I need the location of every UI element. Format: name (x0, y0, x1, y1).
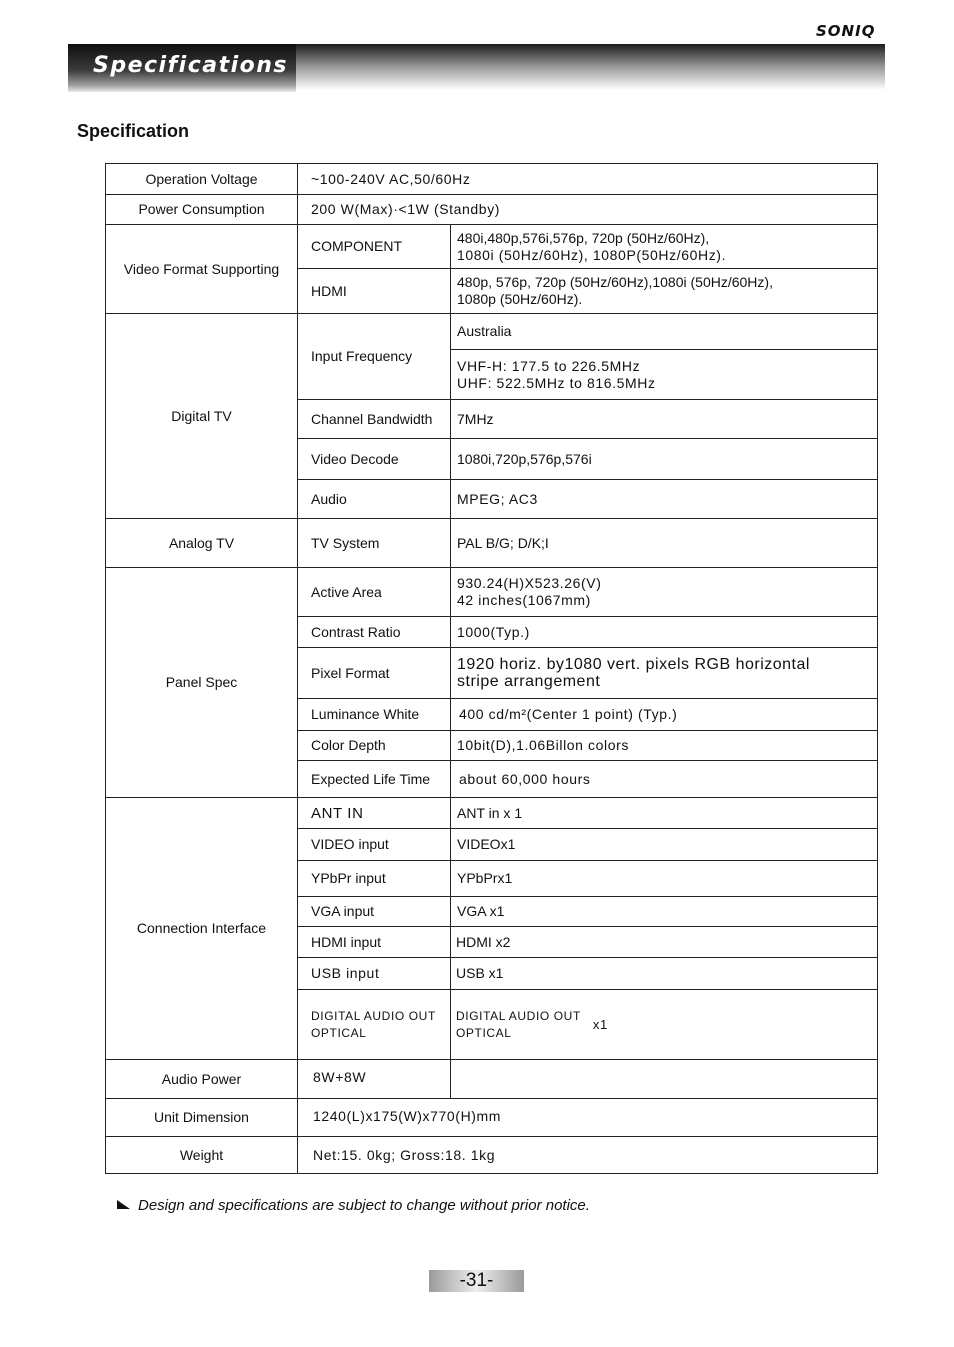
disclaimer-note (117, 1197, 590, 1214)
sub-label: HDMI (298, 269, 451, 314)
row-value: 200 W(Max)·<1W (Standby) (298, 195, 878, 225)
sub-label: Expected Life Time (298, 761, 451, 798)
spec-row-ant-in (106, 798, 878, 829)
spec-row-input-frequency (106, 314, 878, 350)
spec-row-weight (106, 1137, 878, 1174)
value-line: 930.24(H)X523.26(V) (457, 575, 602, 591)
sub-value: HDMI x2 (451, 927, 878, 958)
sub-label: Active Area (298, 568, 451, 617)
sub-label: Contrast Ratio (298, 617, 451, 648)
row-label: Operation Voltage (106, 164, 298, 195)
sub-value: 7MHz (451, 400, 878, 439)
row-label: Power Consumption (106, 195, 298, 225)
sub-label: USB input (298, 958, 451, 990)
row-label: Connection Interface (106, 798, 298, 1060)
value-line: VHF-H: 177.5 to 226.5MHz (457, 357, 641, 374)
arrow-bullet-icon (117, 1200, 130, 1209)
sub-value: 10bit(D),1.06Billon colors (451, 731, 878, 761)
spec-row-power-consumption (106, 195, 878, 225)
value-line: 480i,480p,576i,576p, 720p (50Hz/60Hz), (457, 229, 710, 246)
sub-label: Audio (298, 480, 451, 519)
sub-value (451, 990, 878, 1060)
sub-value: Australia (451, 314, 878, 350)
value-line: 1080p (50Hz/60Hz). (457, 291, 583, 307)
spec-row-operation-voltage (106, 164, 878, 195)
spec-row-active-area (106, 568, 878, 617)
row-label: Panel Spec (106, 568, 298, 798)
page-title: Specifications (93, 53, 289, 78)
sub-label: HDMI input (298, 927, 451, 958)
sub-value (451, 648, 878, 699)
value-line: DIGITAL AUDIO OUT (456, 1008, 581, 1023)
row-label: Audio Power (106, 1060, 298, 1099)
sub-value: VGA x1 (451, 897, 878, 927)
spec-row-unit-dimension (106, 1099, 878, 1137)
sub-label: Color Depth (298, 731, 451, 761)
spec-row-analog-tv (106, 519, 878, 568)
sub-label: Input Frequency (298, 314, 451, 400)
sub-label: Channel Bandwidth (298, 400, 451, 439)
sub-value: 1000(Typ.) (451, 617, 878, 648)
sub-value: YPbPrx1 (451, 861, 878, 897)
sub-label: COMPONENT (298, 225, 451, 269)
row-label: Unit Dimension (106, 1099, 298, 1137)
value-line: 480p, 576p, 720p (50Hz/60Hz),1080i (50Hz/60Hz), (457, 274, 773, 290)
sub-value: ANT in x 1 (451, 798, 878, 829)
sub-label: VGA input (298, 897, 451, 927)
row-value: Net:15. 0kg; Gross:18. 1kg (298, 1137, 878, 1174)
value-line: 42 inches(1067mm) (457, 592, 591, 608)
sub-value: 400 cd/m²(Center 1 point) (Typ.) (451, 699, 878, 731)
row-label: Analog TV (106, 519, 298, 568)
brand-logo: SONIQ (816, 22, 876, 40)
sub-value (451, 269, 878, 314)
value-line: OPTICAL (456, 1025, 512, 1040)
sub-label: TV System (298, 519, 451, 568)
row-label: Video Format Supporting (106, 225, 298, 314)
value-line: UHF: 522.5MHz to 816.5MHz (457, 374, 656, 391)
spec-row-component (106, 225, 878, 269)
value-line: stripe arrangement (457, 673, 601, 690)
sub-value: MPEG; AC3 (451, 480, 878, 519)
label-line: DIGITAL AUDIO OUT (311, 1008, 436, 1023)
spec-row-audio-power (106, 1060, 878, 1099)
value-line: 1920 horiz. by1080 vert. pixels RGB horizontal (457, 656, 810, 673)
sub-value (451, 350, 878, 400)
row-value: 1240(L)x175(W)x770(H)mm (298, 1099, 878, 1137)
label-line: OPTICAL (311, 1025, 367, 1040)
sub-value (451, 568, 878, 617)
sub-value: 1080i,720p,576p,576i (451, 439, 878, 480)
value-qty: x1 (592, 1017, 608, 1032)
note-text: Design and specifications are subject to change without prior notice. (138, 1197, 590, 1214)
page-number: -31- (429, 1270, 524, 1292)
section-title: Specification (77, 121, 190, 141)
sub-label: Video Decode (298, 439, 451, 480)
row-label: Weight (106, 1137, 298, 1174)
row-value: ~100-240V AC,50/60Hz (298, 164, 878, 195)
value-line: 1080i (50Hz/60Hz), 1080P(50Hz/60Hz). (457, 246, 727, 263)
sub-label: ANT IN (298, 798, 451, 829)
spec-table (105, 163, 878, 1174)
sub-value: VIDEOx1 (451, 829, 878, 861)
sub-value (451, 225, 878, 269)
sub-value: PAL B/G; D/K;I (451, 519, 878, 568)
row-label: Digital TV (106, 314, 298, 519)
empty-cell (451, 1060, 878, 1099)
sub-value: about 60,000 hours (451, 761, 878, 798)
sub-value: 8W+8W (298, 1060, 451, 1099)
sub-label (298, 990, 451, 1060)
sub-label: Pixel Format (298, 648, 451, 699)
sub-value: USB x1 (451, 958, 878, 990)
sub-label: YPbPr input (298, 861, 451, 897)
sub-label: VIDEO input (298, 829, 451, 861)
sub-label: Luminance White (298, 699, 451, 731)
